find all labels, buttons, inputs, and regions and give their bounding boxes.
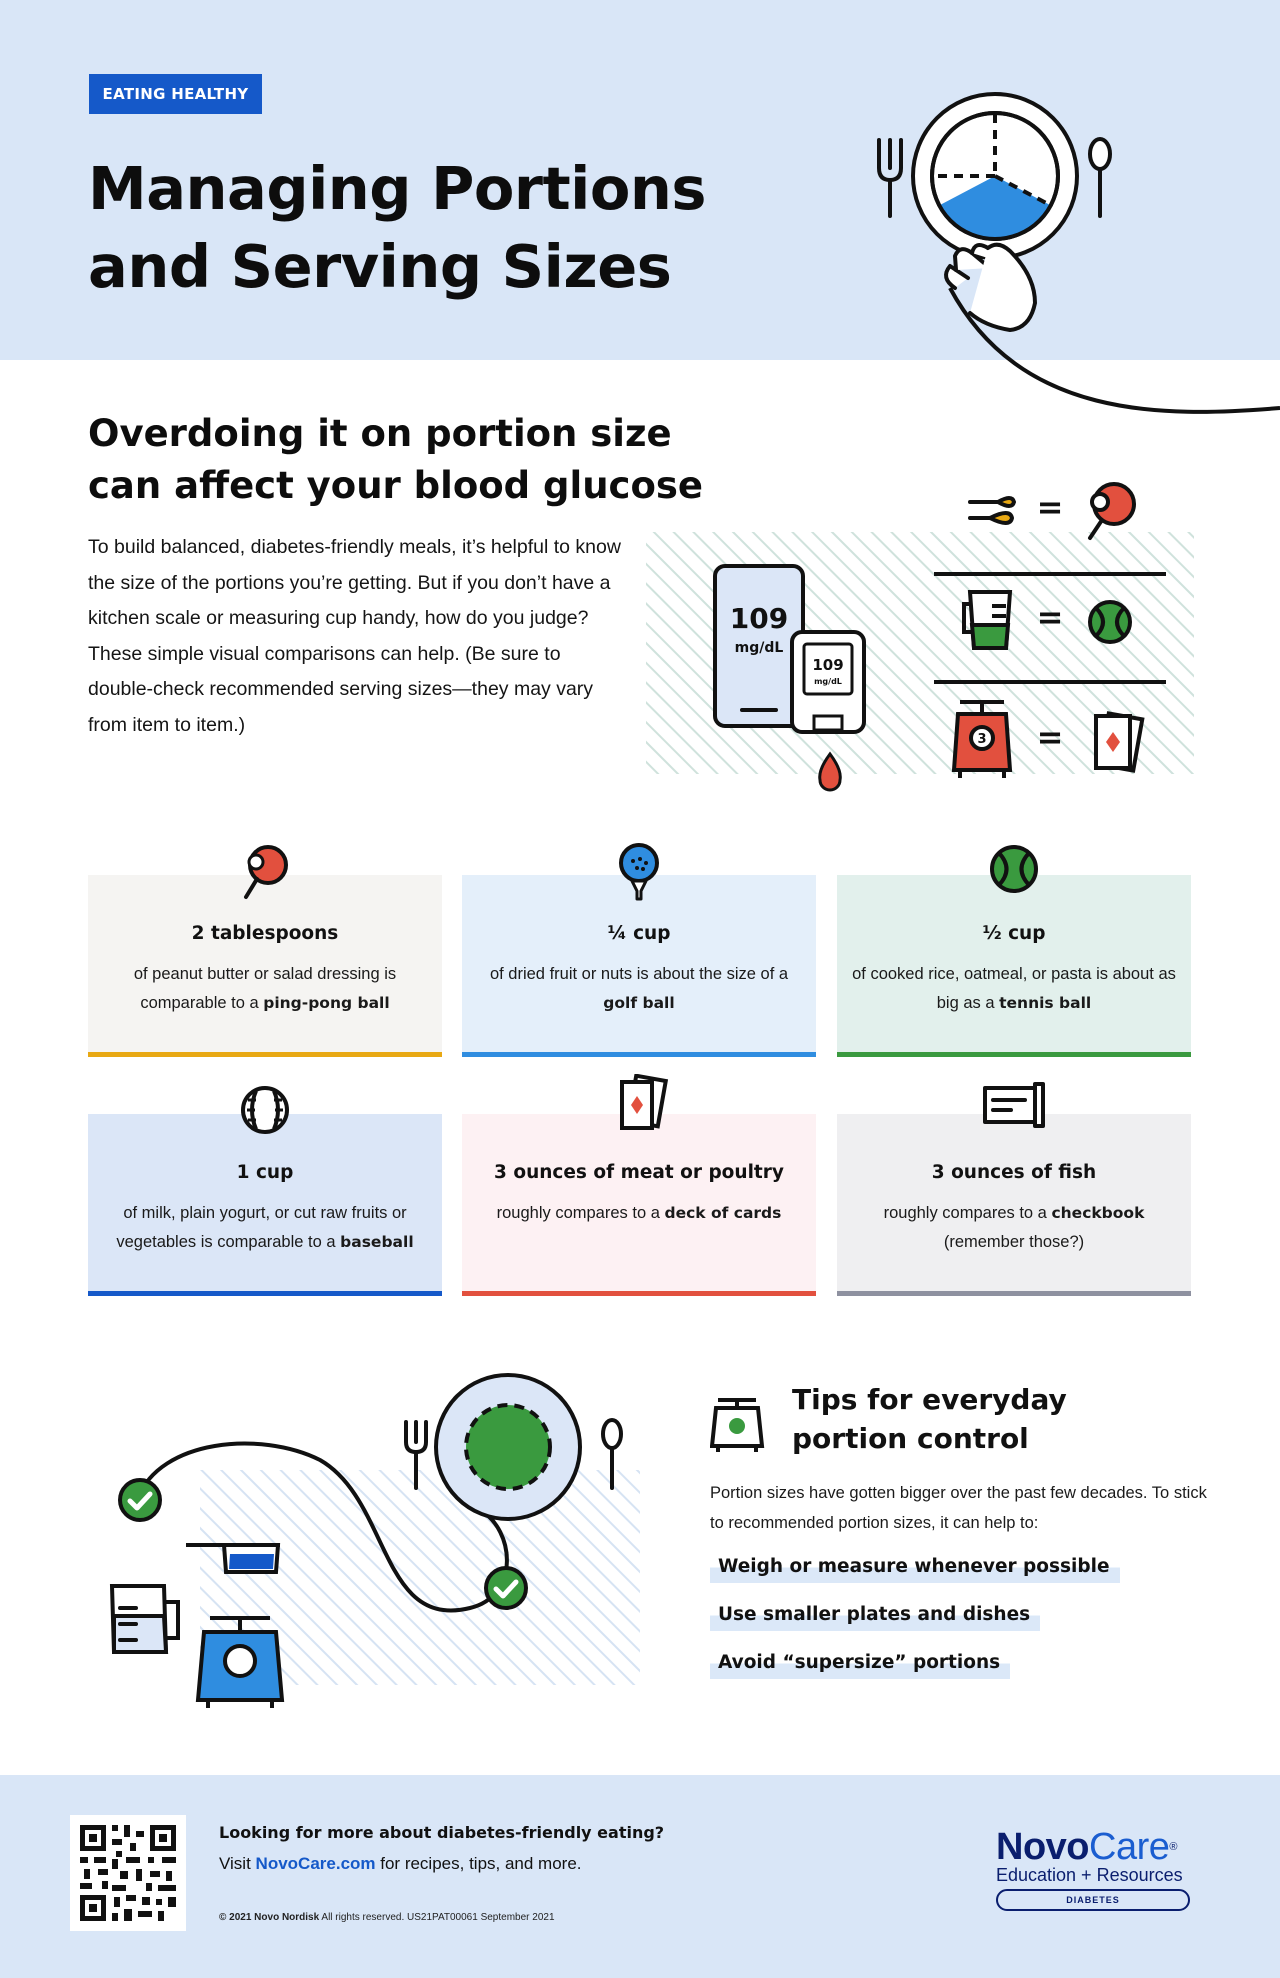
footer-cta: Visit NovoCare.com for recipes, tips, and more. xyxy=(219,1854,582,1873)
page-title xyxy=(88,150,768,306)
checkmark-icon xyxy=(486,1568,526,1608)
card-accent-bar xyxy=(837,1291,1191,1296)
card-accent-bar xyxy=(88,1291,442,1296)
qr-code[interactable] xyxy=(70,1815,186,1931)
card-body: of milk, plain yogurt, or cut raw fruits or vegetables is comparable to a baseball xyxy=(116,1204,414,1251)
svg-text:=: = xyxy=(1036,718,1064,756)
measuring-cup-icon xyxy=(112,1586,178,1652)
tip-item: Weigh or measure whenever possible xyxy=(710,1551,1120,1583)
portion-card-deck-of-cards xyxy=(462,1114,816,1296)
tips-title-line1: Tips for everyday xyxy=(792,1383,1067,1416)
checkmark-icon xyxy=(120,1480,160,1520)
category-tag: EATING HEALTHY xyxy=(89,74,262,114)
card-body: roughly compares to a checkbook (remember those?) xyxy=(883,1204,1145,1251)
comparison-illustration xyxy=(640,480,1200,810)
subtitle-line1: Overdoing it on portion size xyxy=(88,412,672,455)
phone-reading: 109 xyxy=(729,602,789,635)
scale-icon xyxy=(710,1392,770,1454)
svg-text:=: = xyxy=(1036,598,1064,636)
ping-pong-icon xyxy=(234,841,296,903)
golf-ball-icon xyxy=(608,841,670,903)
card-body: of cooked rice, oatmeal, or pasta is about as big as a tennis ball xyxy=(852,965,1176,1012)
tennis-ball-icon xyxy=(983,841,1045,903)
novocare-link[interactable]: NovoCare.com xyxy=(255,1854,376,1873)
phone-unit: mg/dL xyxy=(734,640,784,656)
playing-cards-icon xyxy=(608,1074,670,1136)
tips-intro: Portion sizes have gotten bigger over the past few decades. To stick to recommended portion sizes, it can help to: xyxy=(710,1484,1207,1532)
logo-subtitle: Education + Resources xyxy=(996,1865,1183,1885)
intro-paragraph: To build balanced, diabetes-friendly meals, it’s helpful to know the size of the portions you’re getting. But if you don’t have a kitchen scale or measuring cup handy, how do you judge? These simple visual comparisons can help. (Be sure to double-check recommended serving sizes—they may vary from item to item.) xyxy=(88,536,621,736)
svg-text:=: = xyxy=(1036,488,1064,526)
tip-item: Avoid “supersize” portions xyxy=(710,1647,1010,1679)
logo-pill: DIABETES xyxy=(996,1889,1190,1911)
page-title-line2: and Serving Sizes xyxy=(88,232,672,301)
card-heading: 3 ounces of fish xyxy=(931,1162,1097,1183)
page-title-line1: Managing Portions xyxy=(88,154,707,223)
ping-pong-icon xyxy=(1090,484,1134,538)
meter-unit: mg/dL xyxy=(814,677,842,686)
portion-card-golf-ball xyxy=(462,875,816,1057)
card-accent-bar xyxy=(837,1052,1191,1057)
card-accent-bar xyxy=(462,1052,816,1057)
portion-card-baseball xyxy=(88,1114,442,1296)
plate-icon xyxy=(436,1375,580,1519)
card-heading: 2 tablespoons xyxy=(191,923,339,944)
card-body: of peanut butter or salad dressing is comparable to a ping-pong ball xyxy=(133,965,397,1012)
plate-hand-icon xyxy=(860,88,1280,433)
card-accent-bar xyxy=(462,1291,816,1296)
card-heading: ½ cup xyxy=(982,923,1046,944)
tips-title-line2: portion control xyxy=(792,1422,1029,1455)
tip-item: Use smaller plates and dishes xyxy=(710,1599,1040,1631)
footer-heading: Looking for more about diabetes-friendly eating? xyxy=(219,1823,665,1842)
section-subtitle xyxy=(88,408,728,512)
kitchen-scale-icon xyxy=(198,1618,282,1708)
portion-card-ping-pong xyxy=(88,875,442,1057)
checkbook-icon xyxy=(979,1074,1049,1136)
footer xyxy=(0,1775,1280,1978)
card-body: roughly compares to a deck of cards xyxy=(496,1204,782,1222)
phone-icon xyxy=(715,566,803,726)
card-body: of dried fruit or nuts is about the size of a golf ball xyxy=(489,965,789,1012)
copyright: © 2021 Novo Nordisk All rights reserved. US21PAT00061 September 2021 xyxy=(219,1912,555,1923)
subtitle-line2: can affect your blood glucose xyxy=(88,464,704,507)
baseball-icon xyxy=(234,1080,296,1142)
card-heading: 1 cup xyxy=(236,1162,294,1183)
tips-illustration xyxy=(100,1370,640,1710)
novocare-logo[interactable] xyxy=(996,1827,1196,1911)
card-heading: 3 ounces of meat or poultry xyxy=(494,1162,784,1183)
meter-reading: 109 xyxy=(812,656,844,674)
tips-title xyxy=(792,1380,1192,1458)
measuring-spoons-icon xyxy=(970,498,1014,523)
playing-cards-icon xyxy=(1096,713,1142,770)
card-accent-bar xyxy=(88,1052,442,1057)
tennis-ball-icon xyxy=(1090,602,1130,642)
scale-number: 3 xyxy=(977,732,987,747)
portion-card-checkbook xyxy=(837,1114,1191,1296)
logo-wordmark: NovoCare® xyxy=(996,1826,1177,1868)
card-heading: ¼ cup xyxy=(607,923,671,944)
portion-card-tennis-ball xyxy=(837,875,1191,1057)
